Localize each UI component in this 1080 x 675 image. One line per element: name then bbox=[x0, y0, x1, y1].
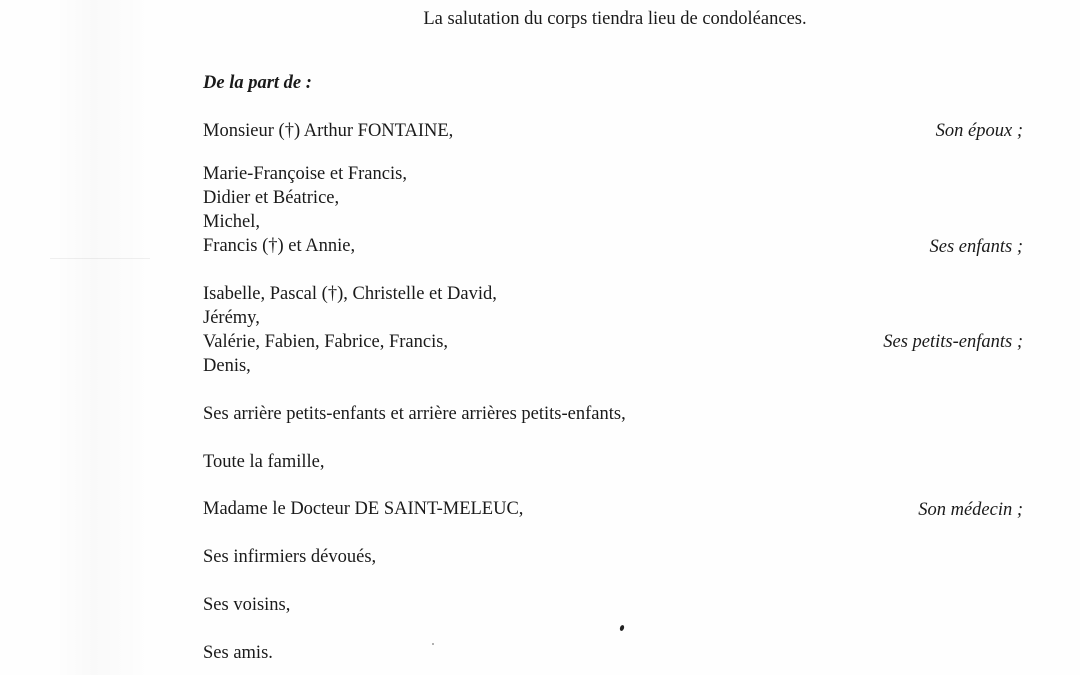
child-line: Didier et Béatrice, bbox=[203, 188, 340, 208]
grandchild-line: Valérie, Fabien, Fabrice, Francis, bbox=[203, 332, 449, 352]
friends-line: Ses amis. bbox=[203, 643, 273, 663]
scan-speck bbox=[432, 643, 434, 645]
spouse-role: Son époux ; bbox=[935, 121, 1023, 141]
condolences-note: La salutation du corps tiendra lieu de condoléances. bbox=[423, 9, 807, 29]
scan-speck bbox=[619, 624, 625, 631]
scan-shadow bbox=[55, 0, 150, 675]
child-line: Francis (†) et Annie, bbox=[203, 236, 356, 256]
doctor-role: Son médecin ; bbox=[918, 500, 1023, 520]
family-line: Toute la famille, bbox=[203, 452, 325, 472]
children-role: Ses enfants ; bbox=[929, 237, 1023, 257]
spouse-line: Monsieur (†) Arthur FONTAINE, bbox=[203, 121, 454, 141]
grandchild-line: Jérémy, bbox=[203, 308, 260, 328]
doctor-line: Madame le Docteur DE SAINT-MELEUC, bbox=[203, 499, 524, 519]
scan-artifact-line bbox=[50, 258, 150, 259]
child-line: Michel, bbox=[203, 212, 261, 232]
from-heading: De la part de : bbox=[203, 73, 312, 93]
grandchild-line: Isabelle, Pascal (†), Christelle et David, bbox=[203, 284, 497, 304]
great-grandchildren-line: Ses arrière petits-enfants et arrière arrières petits-enfants, bbox=[203, 404, 626, 424]
nurses-line: Ses infirmiers dévoués, bbox=[203, 547, 377, 567]
grandchildren-role: Ses petits-enfants ; bbox=[883, 332, 1023, 352]
child-line: Marie-Françoise et Francis, bbox=[203, 164, 407, 184]
neighbours-line: Ses voisins, bbox=[203, 595, 291, 615]
grandchild-line: Denis, bbox=[203, 356, 251, 376]
